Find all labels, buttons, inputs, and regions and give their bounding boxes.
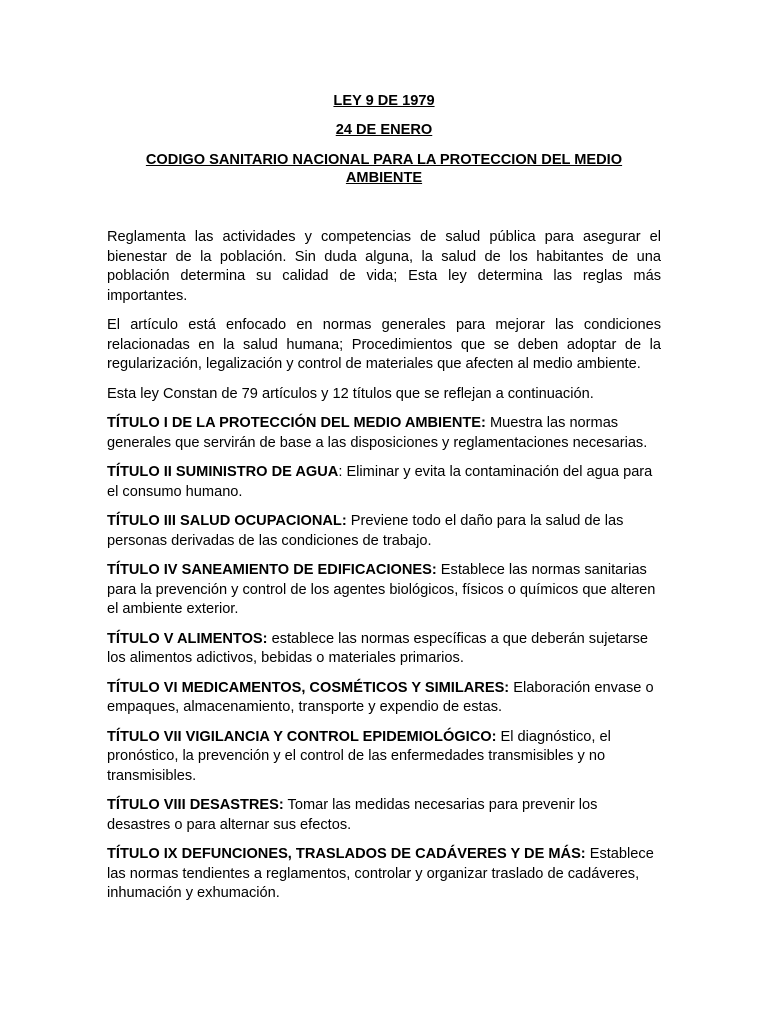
title-entry	[107, 561, 661, 620]
title-heading: TÍTULO VI MEDICAMENTOS, COSMÉTICOS Y SIMILARES:	[107, 679, 510, 696]
title-description: El diagnóstico, el pronóstico, la prevención y el control de las enfermedades transmisibles y no transmisibles.	[107, 728, 611, 784]
title-entry	[107, 630, 661, 669]
title-description: Muestra las normas generales que servirán de base a las disposiciones y reglamentaciones necesarias.	[107, 415, 648, 451]
title-description: Establece las normas tendientes a reglamentos, controlar y organizar traslado de cadáveres, inhumación y exhumación.	[107, 846, 654, 901]
intro-paragraph: El artículo está enfocado en normas generales para mejorar las condiciones relacionadas en la salud humana; Procedimientos que se deben adoptar de la regularización, legalización y control de materiales que afecten al medio ambiente.	[107, 317, 661, 372]
title-heading: TÍTULO IV SANEAMIENTO DE EDIFICACIONES:	[107, 562, 437, 578]
title-description: : Eliminar y evita la contaminación del agua para el consumo humano.	[107, 464, 653, 500]
title-heading: TÍTULO VII VIGILANCIA Y CONTROL EPIDEMIOLÓGICO:	[107, 728, 497, 745]
title-description: Elaboración envase o empaques, almacenamiento, transporte y expendio de estas.	[107, 679, 654, 715]
title-heading: TÍTULO VIII DESASTRES:	[107, 797, 284, 813]
title-entry	[107, 679, 661, 718]
title-heading: TÍTULO I DE LA PROTECCIÓN DEL MEDIO AMBIENTE:	[107, 415, 486, 431]
title-entry	[107, 414, 661, 453]
title-description: Previene todo el daño para la salud de las personas derivadas de las condiciones de trabajo.	[107, 513, 624, 549]
title-description: establece las normas específicas a que deberán sujetarse los alimentos adictivos, bebidas o materiales primarios.	[107, 630, 649, 666]
title-description: Tomar las medidas necesarias para prevenir los desastres o para alternar sus efectos.	[107, 797, 598, 833]
title-entry	[107, 728, 661, 787]
title-heading: TÍTULO V ALIMENTOS:	[107, 630, 268, 647]
title-heading: TÍTULO III SALUD OCUPACIONAL:	[107, 513, 347, 529]
title-heading: TÍTULO II SUMINISTRO DE AGUA	[107, 464, 339, 480]
intro-paragraph: Esta ley Constan de 79 artículos y 12 títulos que se reflejan a continuación.	[107, 385, 594, 402]
title-description: Establece las normas sanitarias para la prevención y control de los agentes biológicos, físicos o químicos que alteren el ambiente exterior.	[107, 562, 656, 617]
law-title-heading: CODIGO SANITARIO NACIONAL PARA LA PROTECCION DEL MEDIO AMBIENTE	[145, 152, 623, 186]
title-entry	[107, 845, 661, 904]
intro-paragraph: Reglamenta las actividades y competencias de salud pública para asegurar el bienestar de la población. Sin duda alguna, la salud de los habitantes de una población determina su calidad de vida; Esta ley determina las reglas más importantes.	[107, 229, 661, 304]
title-entry	[107, 512, 661, 551]
law-number-heading: LEY 9 DE 1979	[333, 93, 435, 109]
title-heading: TÍTULO IX DEFUNCIONES, TRASLADOS DE CADÁVERES Y DE MÁS:	[107, 846, 586, 862]
title-entry	[107, 463, 661, 502]
law-date-heading: 24 DE ENERO	[335, 122, 433, 138]
document-body	[107, 228, 661, 914]
title-entry	[107, 796, 661, 835]
